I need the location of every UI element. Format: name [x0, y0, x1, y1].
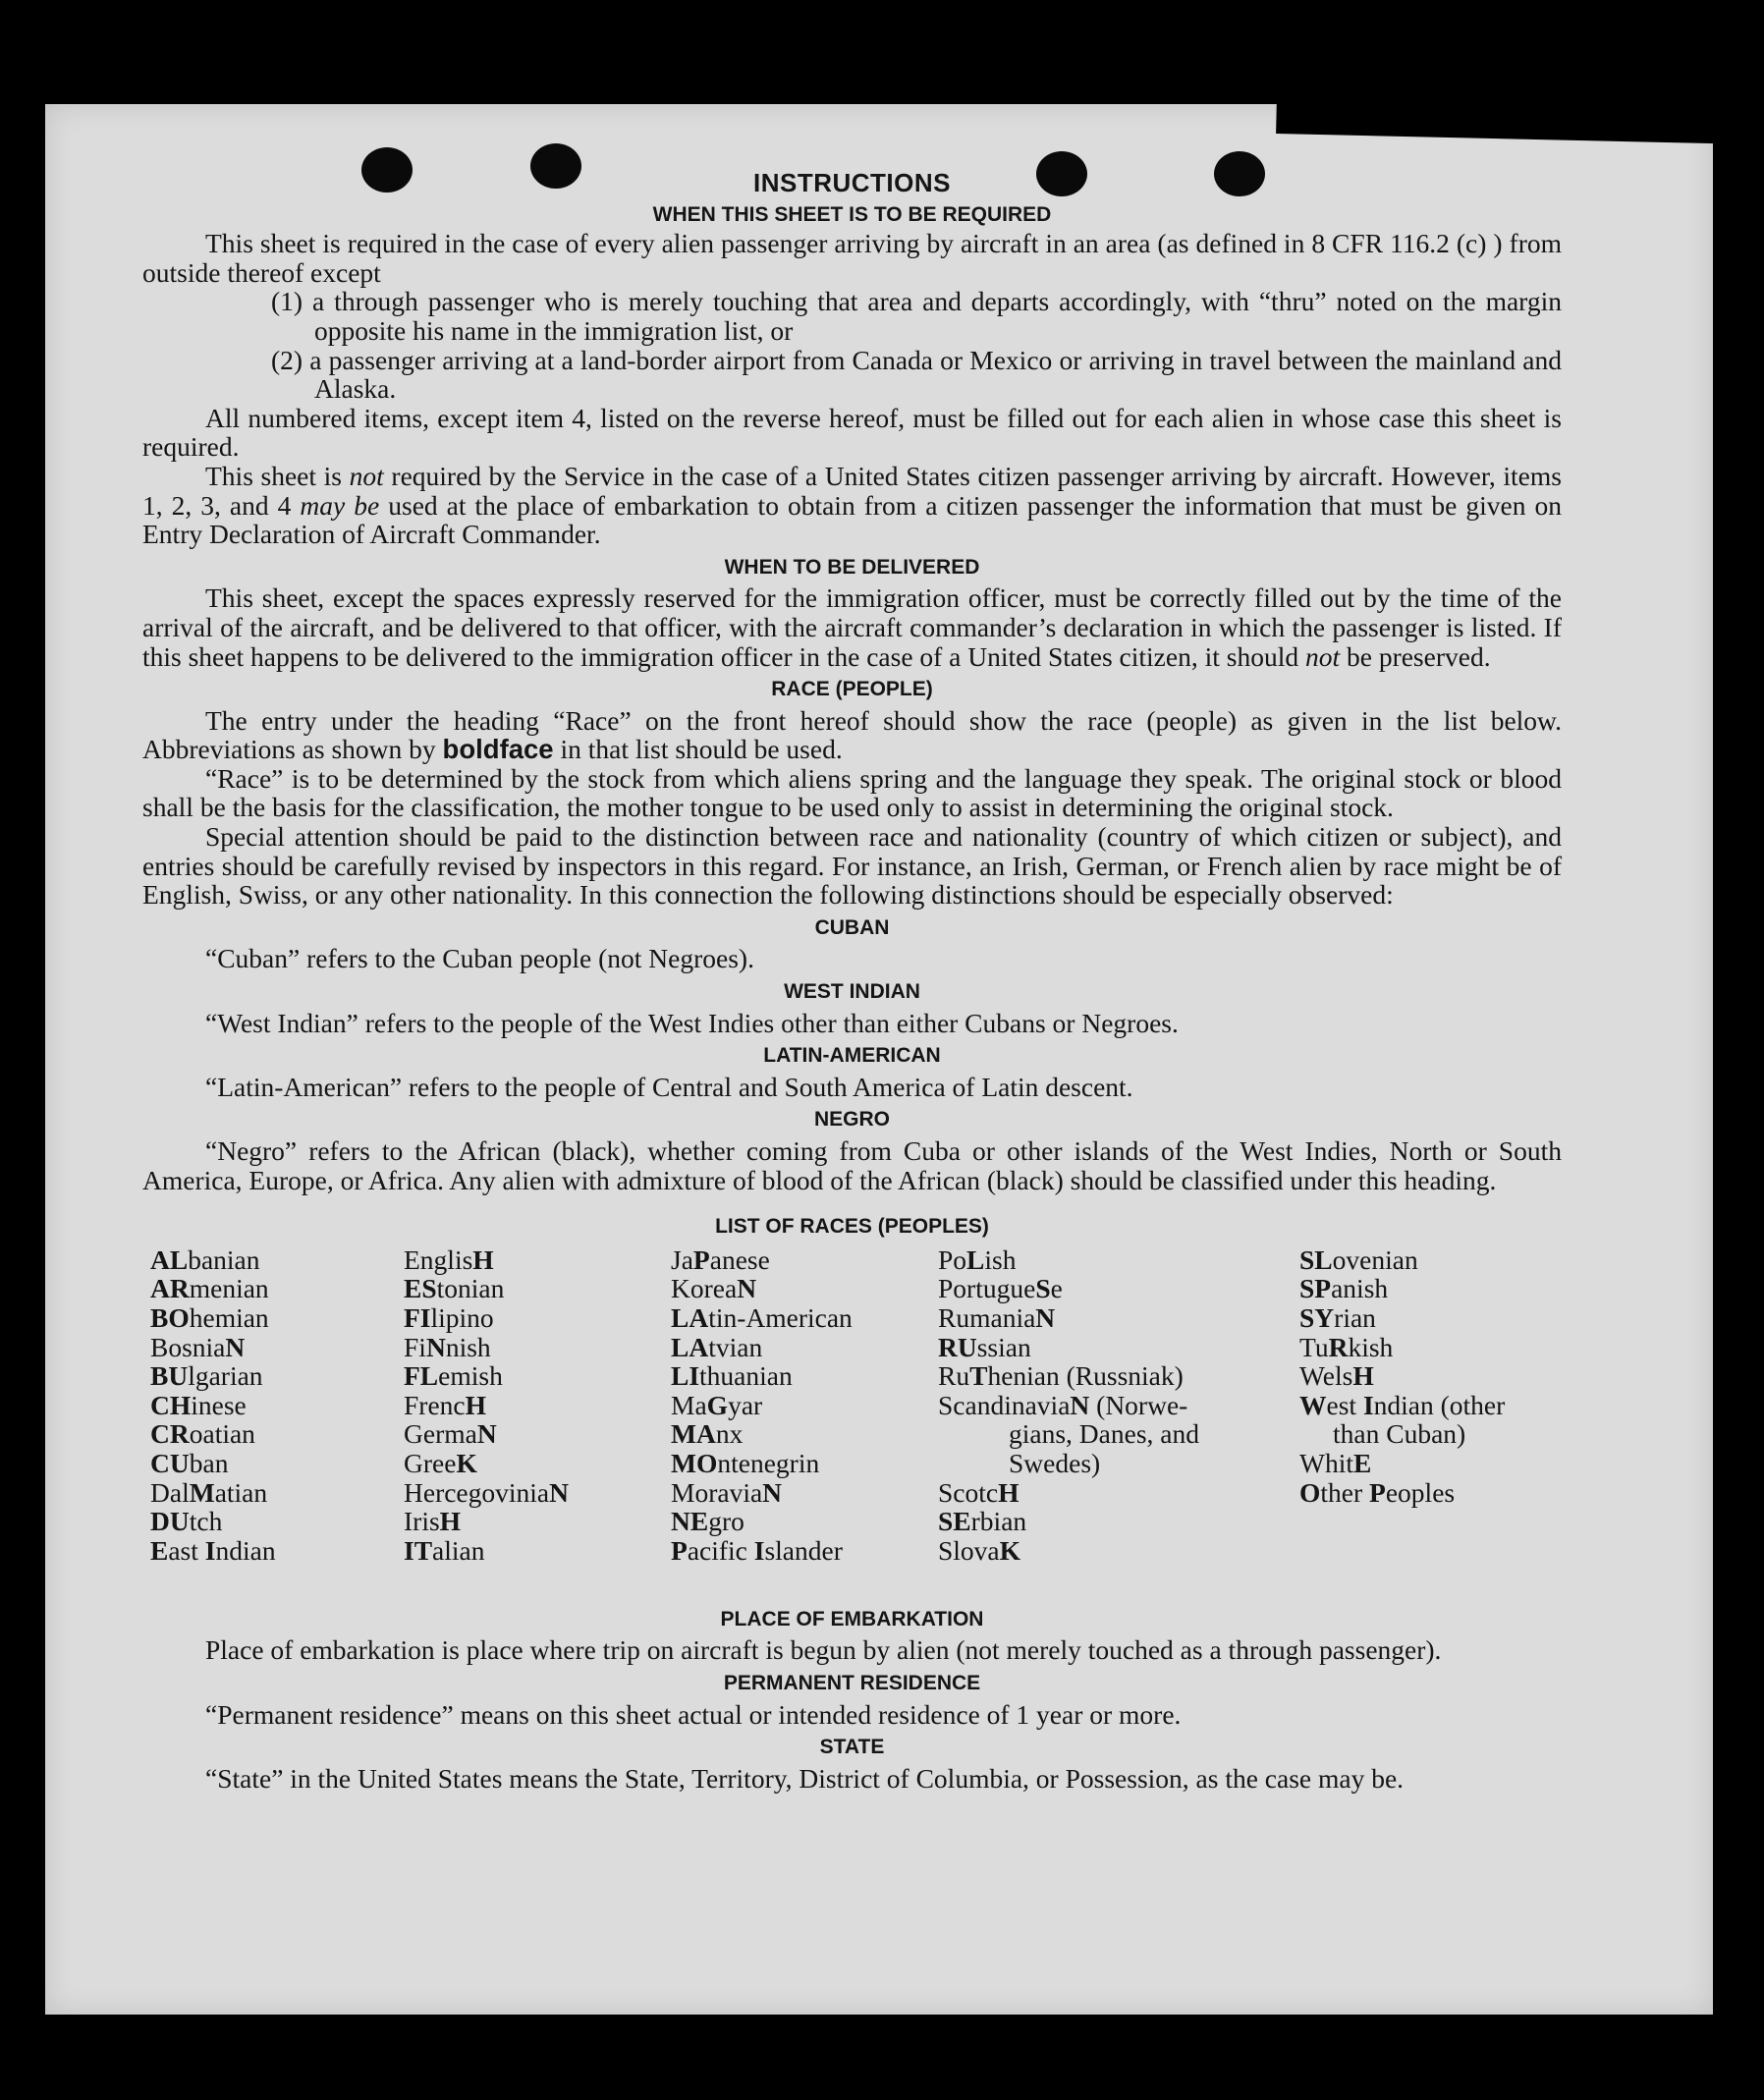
race-entry: CUban [150, 1447, 229, 1478]
race-entry: FrencH [404, 1389, 487, 1420]
paragraph-state: “State” in the United States means the State, Territory, District of Columbia, or Possession, as the case may be. [205, 1762, 1405, 1794]
section-heading-negro: NEGRO [813, 1108, 890, 1132]
race-entry: GreeK [404, 1447, 477, 1478]
section-heading-latin-american: LATIN-AMERICAN [763, 1044, 941, 1068]
paragraph-west-indian: “West Indian” refers to the people of the West Indies other than either Cubans or Negroes. [205, 1007, 1179, 1038]
race-entry: MaGyar [671, 1389, 763, 1420]
race-entry: HercegoviniaN [404, 1476, 569, 1508]
race-entry: RumaniaN [938, 1301, 1056, 1333]
section-heading-cuban: CUBAN [814, 915, 890, 939]
races-column-2 [404, 1245, 569, 1566]
race-entry: CHinese [150, 1389, 247, 1420]
race-entry: Other Peoples [1299, 1476, 1456, 1508]
paragraph-embarkation: Place of embarkation is place where trip on aircraft is begun by alien (not merely touched as a through passenger). [205, 1634, 1442, 1666]
race-entry: IrisH [404, 1506, 462, 1537]
races-column-3 [671, 1245, 853, 1566]
section-heading-race: RACE (PEOPLE) [771, 678, 933, 701]
race-entry: LIthuanian [671, 1360, 793, 1392]
page-title: INSTRUCTIONS [753, 168, 951, 197]
race-entry: TuRkish [1299, 1331, 1394, 1362]
race-entry: PoLish [938, 1243, 1017, 1275]
race-entry: BOhemian [150, 1301, 269, 1333]
races-list-heading: LIST OF RACES (PEOPLES) [715, 1215, 989, 1239]
race-entry: FIlipino [404, 1301, 494, 1333]
paragraph-latin-american: “Latin-American” refers to the people of Central and South America of Latin descent. [205, 1071, 1133, 1102]
section-heading-state: STATE [819, 1736, 885, 1759]
exception-item-2: (2) a passenger arriving at a land-border airport from Canada or Mexico or arriving in travel between the mainland and Alaska. [271, 344, 1562, 405]
race-entry: SErbian [938, 1506, 1027, 1537]
races-column-4 [938, 1245, 1242, 1566]
race-entry: KoreaN [671, 1273, 757, 1304]
race-entry: Swedes) [1009, 1447, 1101, 1478]
race-entry: WhitE [1299, 1447, 1372, 1478]
section-heading-west-indian: WEST INDIAN [784, 980, 920, 1004]
race-entry: SLovenian [1299, 1243, 1418, 1275]
race-entry: LAtin-American [671, 1301, 853, 1333]
exception-item-1: (1) a through passenger who is merely touching that area and departs accordingly, with “thru” noted on the margin opposite his name in the immigration list, or [271, 286, 1562, 346]
section-heading-embarkation: PLACE OF EMBARKATION [720, 1607, 984, 1630]
race-entry: ARmenian [150, 1273, 269, 1304]
race-entry: ScandinaviaN (Norwe- [938, 1389, 1188, 1420]
race-entry: SYrian [1299, 1301, 1376, 1333]
race-entry: EStonian [404, 1273, 505, 1304]
race-entry: East Indian [150, 1534, 276, 1566]
race-entry: CRoatian [150, 1418, 255, 1450]
race-entry: MOntenegrin [671, 1447, 820, 1478]
paragraph-delivered: This sheet, except the spaces expressly reserved for the immigration officer, must be correctly filled out by the time of the arrival of the aircraft, and be delivered to that officer, with the aircraft commander’s declaration in which the passenger is listed. If this sheet happens to be delivered to the immigration officer in the case of a United States citizen, it should not be preserved. [142, 582, 1562, 672]
paragraph-negro: “Negro” refers to the African (black), whether coming from Cuba or other islands of the West Indies, North or South America, Europe, or Africa. Any alien with admixture of blood of the African (black) should be classified under this heading. [142, 1135, 1562, 1195]
race-entry: WelsH [1299, 1360, 1374, 1392]
race-entry: MAnx [671, 1418, 744, 1450]
race-entry: RUssian [938, 1331, 1031, 1362]
race-entry: West Indian (other [1299, 1389, 1506, 1420]
race-entry: FiNnish [404, 1331, 491, 1362]
paragraph-race-stock: “Race” is to be determined by the stock from which aliens spring and the language they speak. The original stock or blood shall be the basis for the classification, the mother tongue to be used only to assist in determining the original stock. [142, 762, 1562, 823]
races-list [142, 1245, 1562, 1601]
race-entry: PortugueSe [938, 1273, 1063, 1304]
section-heading-required: WHEN THIS SHEET IS TO BE REQUIRED [652, 202, 1052, 226]
race-entry: SlovaK [938, 1534, 1021, 1566]
race-entry: DalMatian [150, 1476, 268, 1508]
race-entry: Pacific Islander [671, 1534, 843, 1566]
race-entry: LAtvian [671, 1331, 763, 1362]
race-entry: gians, Danes, and [1009, 1418, 1199, 1450]
section-heading-delivered: WHEN TO BE DELIVERED [724, 555, 980, 579]
race-entry: MoraviaN [671, 1476, 783, 1508]
race-entry: SPanish [1299, 1273, 1389, 1304]
paragraph-race-nationality: Special attention should be paid to the distinction between race and nationality (country of which citizen or subject), and entries should be carefully revised by inspectors in this regard. For instance, an Irish, German, or French alien by race might be of English, Swiss, or any other nationality. In this connection the following distinctions should be especially observed: [142, 821, 1562, 911]
race-entry: EnglisH [404, 1243, 494, 1275]
race-entry: JaPanese [671, 1243, 770, 1275]
races-column-1 [150, 1245, 276, 1566]
race-entry: BosniaN [150, 1331, 246, 1362]
race-entry: than Cuban) [1333, 1418, 1466, 1450]
race-entry: DUtch [150, 1506, 223, 1537]
race-entry: RuThenian (Russniak) [938, 1360, 1184, 1392]
instructions-content [142, 169, 1562, 1793]
race-entry: FLemish [404, 1360, 503, 1392]
race-entry: BUlgarian [150, 1360, 263, 1392]
paragraph-race-entry: The entry under the heading “Race” on the front hereof should show the race (people) as given in the list below. Abbreviations as shown by boldface in that list should be used. [142, 704, 1562, 765]
race-entry: ITalian [404, 1534, 485, 1566]
paragraph-required: This sheet is required in the case of every alien passenger arriving by aircraft in an area (as defined in 8 CFR 116.2 (c) ) from outside thereof except [142, 228, 1562, 288]
paragraph-citizen: This sheet is not required by the Service in the case of a United States citizen passenger arriving by aircraft. However, items 1, 2, 3, and 4 may be used at the place of embarkation to obtain from a citizen passenger the information that must be given on Entry Declaration of Aircraft Commander. [142, 460, 1562, 550]
race-entry: ALbanian [150, 1243, 260, 1275]
section-heading-residence: PERMANENT RESIDENCE [723, 1671, 981, 1694]
paragraph-cuban: “Cuban” refers to the Cuban people (not Negroes). [205, 943, 754, 974]
race-entry: GermaN [404, 1418, 497, 1450]
paragraph-numbered-items: All numbered items, except item 4, listed on the reverse hereof, must be filled out for each alien in whose case this sheet is required. [142, 402, 1562, 463]
races-column-5 [1299, 1245, 1505, 1507]
race-entry: NEgro [671, 1506, 744, 1537]
paragraph-residence: “Permanent residence” means on this sheet actual or intended residence of 1 year or more. [205, 1698, 1182, 1730]
race-entry: ScotcH [938, 1476, 1020, 1508]
